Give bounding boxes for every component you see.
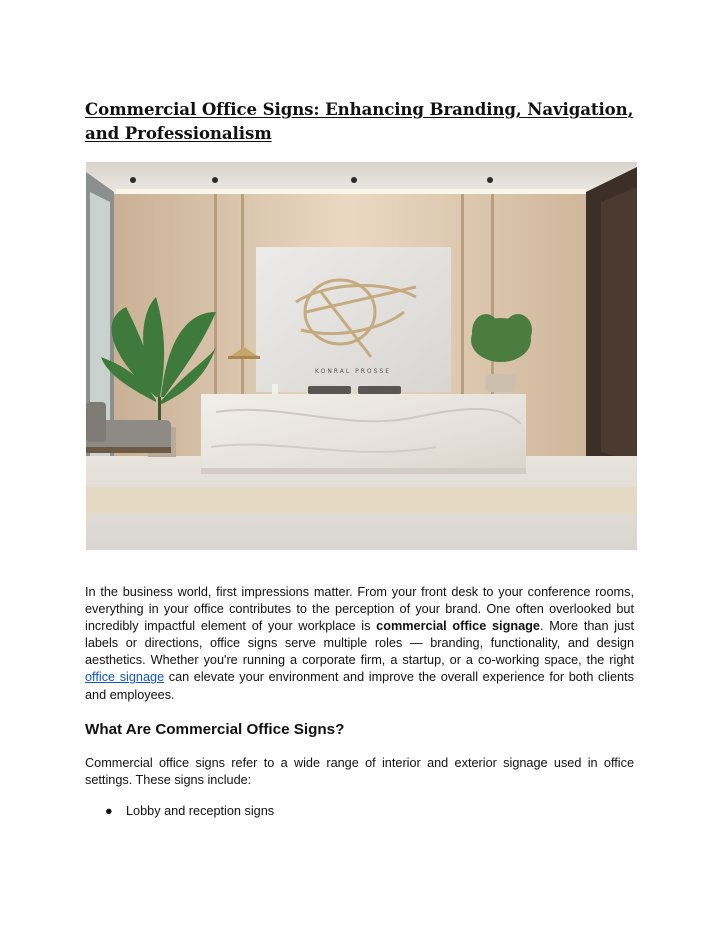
intro-bold-phrase: commercial office signage (376, 619, 540, 634)
list-item (85, 803, 274, 820)
sign-logo-text: KONRAL PROSSE (314, 368, 392, 375)
reception-lobby-photo (86, 162, 637, 550)
section-heading: What Are Commercial Office Signs? (85, 721, 345, 738)
intro-text-2: . More than just labels or directions, office signs serve multiple roles — branding, functionality, and design aesthetics. Whether you're running a corporate firm, a startup, or a co-working space, the right (85, 619, 635, 668)
intro-text-3: can elevate your environment and improve the overall experience for both clients and employees. (85, 670, 634, 702)
page-title: Commercial Office Signs: Enhancing Branding, Navigation, and Professionalism (85, 99, 634, 143)
office-signage-link[interactable]: office signage (85, 670, 165, 685)
list-item-text: Lobby and reception signs (126, 804, 275, 818)
sign-types-list (85, 803, 274, 820)
intro-paragraph (85, 584, 634, 704)
bullet-icon: ● (105, 804, 113, 818)
intro-text-1: In the business world, first impressions matter. From your front desk to your conference rooms, everything in your office contributes to the perception of your brand. One often overlooked but incredibly impactful element of your workplace is (85, 585, 634, 634)
section-paragraph: Commercial office signs refer to a wide range of interior and exterior signage used in office settings. These signs include: (85, 756, 634, 788)
